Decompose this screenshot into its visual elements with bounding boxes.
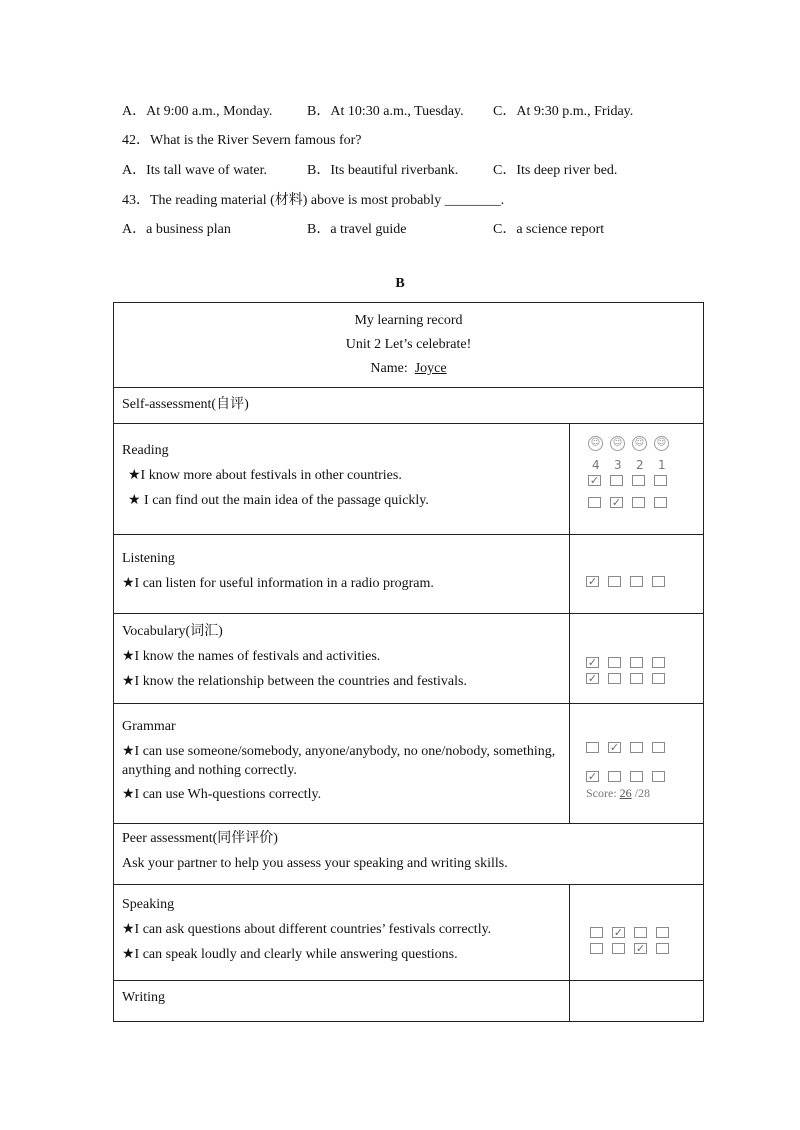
q42-option-c: C．Its deep river bed.	[493, 163, 618, 178]
rating-checkbox[interactable]	[612, 943, 625, 954]
q42-question: 42．What is the River Severn famous for?	[122, 133, 362, 148]
rating-checkbox-checked[interactable]: ✓	[611, 496, 622, 509]
reading-cell	[114, 424, 570, 535]
rating-checkbox-checked[interactable]: ✓	[635, 942, 646, 955]
reading-heading: Reading	[122, 443, 169, 458]
section-label: B	[395, 276, 405, 291]
rating-checkbox[interactable]	[630, 742, 643, 753]
grammar-heading: Grammar	[122, 719, 176, 734]
rating-checkbox[interactable]	[590, 927, 603, 938]
rating-checkbox[interactable]	[630, 657, 643, 668]
vocabulary-item-1: ★I know the names of festivals and activities.	[122, 648, 381, 664]
rating-checkbox[interactable]	[654, 497, 667, 508]
record-unit: Unit 2 Let’s celebrate!	[345, 337, 472, 352]
level-1: 1	[658, 458, 666, 472]
rating-checkbox[interactable]	[630, 576, 643, 587]
reading-item-2: ★ I can find out the main idea of the passage quickly.	[128, 492, 429, 508]
speaking-item-1: ★I can ask questions about different countries’ festivals correctly.	[122, 921, 492, 937]
smiley-3-icon: ☺	[610, 436, 625, 451]
reading-rating	[570, 424, 704, 535]
rating-checkbox[interactable]	[630, 771, 643, 782]
score-total: /28	[634, 786, 650, 800]
rating-checkbox[interactable]	[608, 771, 621, 782]
listening-item-1: ★I can listen for useful information in a radio program.	[122, 575, 434, 591]
self-assessment-heading: Self-assessment(自评)	[114, 388, 704, 424]
q41-option-a: A．At 9:00 a.m., Monday.	[122, 104, 273, 119]
rating-checkbox[interactable]	[652, 771, 665, 782]
score-label: Score:	[586, 786, 617, 800]
rating-checkbox-checked[interactable]: ✓	[587, 575, 598, 588]
grammar-score	[586, 785, 650, 801]
record-name-line	[122, 357, 695, 381]
q43-option-b: B．a travel guide	[307, 222, 407, 237]
grammar-item-2: ★I can use Wh-questions correctly.	[122, 786, 322, 802]
q42-option-b: B．Its beautiful riverbank.	[307, 163, 459, 178]
rating-checkbox[interactable]	[652, 673, 665, 684]
q42-option-a: A．Its tall wave of water.	[122, 163, 268, 178]
score-value: 26	[619, 786, 632, 800]
rating-checkbox-checked[interactable]: ✓	[587, 656, 598, 669]
q43-option-c: C．a science report	[493, 222, 605, 237]
grammar-rating	[570, 704, 704, 824]
rating-checkbox[interactable]	[610, 475, 623, 486]
rating-checkbox[interactable]	[652, 576, 665, 587]
speaking-cell	[114, 885, 570, 981]
rating-checkbox[interactable]	[586, 742, 599, 753]
rating-checkbox[interactable]	[632, 497, 645, 508]
peer-instruction: Ask your partner to help you assess your speaking and writing skills.	[122, 855, 508, 871]
smiley-2-icon: ☺	[632, 436, 647, 451]
listening-rating	[570, 535, 704, 614]
speaking-item-2: ★I can speak loudly and clearly while answering questions.	[122, 946, 458, 962]
learning-record-table	[113, 302, 704, 1022]
record-title: My learning record	[354, 313, 463, 328]
rating-checkbox-checked[interactable]: ✓	[613, 926, 624, 939]
rating-checkbox[interactable]	[608, 657, 621, 668]
level-4: 4	[592, 458, 600, 472]
q43-question: 43．The reading material (材料) above is most probably ________.	[122, 193, 505, 208]
rating-checkbox[interactable]	[632, 475, 645, 486]
rating-checkbox-checked[interactable]: ✓	[589, 474, 600, 487]
writing-cell	[114, 981, 570, 1022]
rating-checkbox[interactable]	[630, 673, 643, 684]
rating-checkbox[interactable]	[652, 742, 665, 753]
vocabulary-rating	[570, 614, 704, 704]
peer-assessment-heading: Peer assessment(同伴评价)	[122, 831, 278, 846]
name-value: Joyce	[414, 361, 447, 376]
rating-checkbox[interactable]	[608, 673, 621, 684]
smiley-1-icon: ☺	[654, 436, 669, 451]
q41-option-b: B．At 10:30 a.m., Tuesday.	[307, 104, 464, 119]
q41-option-c: C．At 9:30 p.m., Friday.	[493, 104, 634, 119]
rating-checkbox[interactable]	[634, 927, 647, 938]
rating-checkbox[interactable]	[608, 576, 621, 587]
rating-checkbox-checked[interactable]: ✓	[587, 672, 598, 685]
level-3: 3	[614, 458, 622, 472]
rating-checkbox[interactable]	[656, 927, 669, 938]
record-header	[114, 303, 704, 388]
level-2: 2	[636, 458, 644, 472]
name-label: Name:	[370, 361, 408, 376]
vocabulary-heading: Vocabulary(词汇)	[122, 624, 223, 639]
grammar-item-1-cont: anything and nothing correctly.	[122, 762, 297, 778]
reading-item-1: ★I know more about festivals in other countries.	[128, 467, 402, 483]
speaking-rating	[570, 885, 704, 981]
grammar-cell	[114, 704, 570, 824]
vocabulary-cell	[114, 614, 570, 704]
rating-checkbox[interactable]	[652, 657, 665, 668]
rating-checkbox[interactable]	[656, 943, 669, 954]
listening-heading: Listening	[122, 551, 175, 566]
vocabulary-item-2: ★I know the relationship between the countries and festivals.	[122, 673, 467, 689]
grammar-item-1: ★I can use someone/somebody, anyone/anybody, no one/nobody, something,	[122, 743, 556, 759]
smiley-4-icon: ☺	[588, 436, 603, 451]
writing-heading: Writing	[122, 990, 165, 1005]
listening-cell	[114, 535, 570, 614]
rating-checkbox[interactable]	[590, 943, 603, 954]
rating-checkbox-checked[interactable]: ✓	[609, 741, 620, 754]
peer-assessment-cell	[114, 824, 704, 885]
rating-checkbox[interactable]	[588, 497, 601, 508]
speaking-heading: Speaking	[122, 897, 175, 912]
rating-checkbox-checked[interactable]: ✓	[587, 770, 598, 783]
writing-rating	[570, 981, 704, 1022]
rating-checkbox[interactable]	[654, 475, 667, 486]
q43-option-a: A．a business plan	[122, 222, 231, 237]
